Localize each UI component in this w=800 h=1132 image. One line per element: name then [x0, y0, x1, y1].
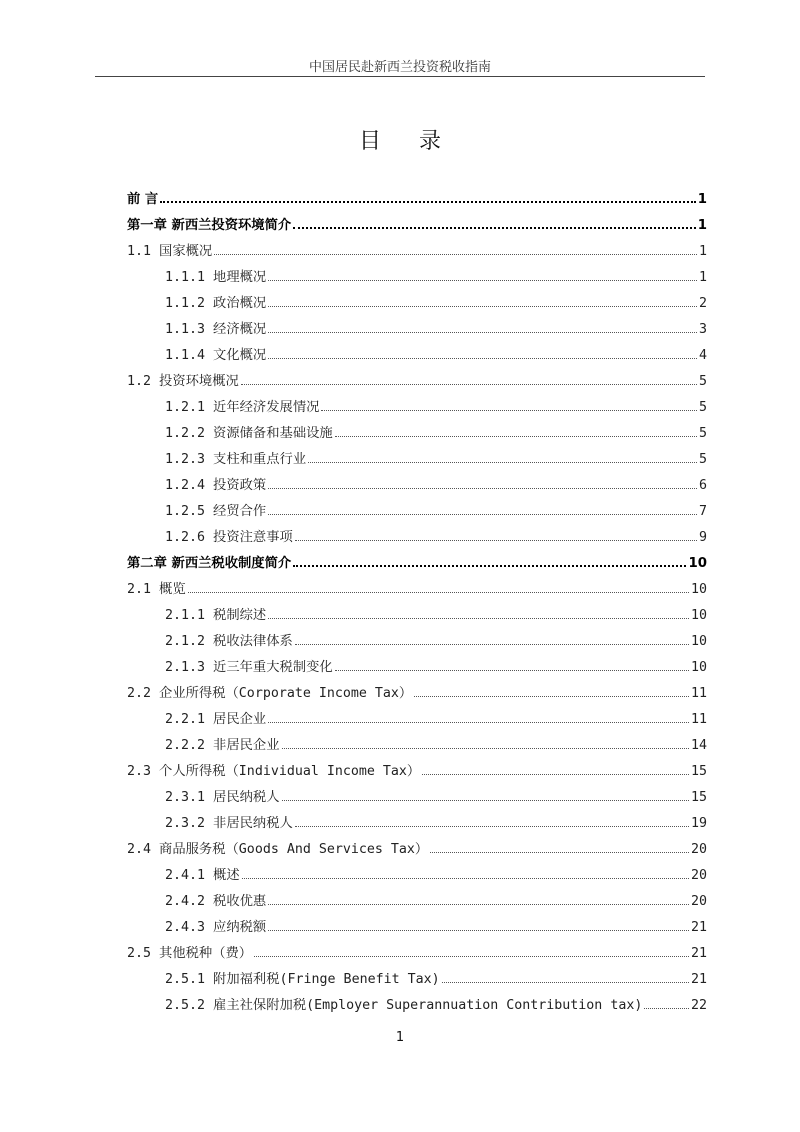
- toc-entry-page: 7: [698, 504, 707, 519]
- toc-entry-page: 5: [698, 452, 707, 467]
- toc-dot-leader: [321, 410, 697, 411]
- toc-entry[interactable]: [127, 682, 707, 708]
- toc-entry[interactable]: [127, 266, 707, 292]
- toc-dot-leader: [644, 1008, 689, 1009]
- toc-entry-title: 2.5.2 雇主社保附加税(Employer Superannuation Contribution tax): [165, 998, 643, 1013]
- toc-dot-leader: [442, 982, 689, 983]
- toc-entry[interactable]: [127, 838, 707, 864]
- toc-entry[interactable]: [127, 474, 707, 500]
- toc-dot-leader: [335, 436, 697, 437]
- toc-entry-page: 20: [690, 894, 707, 909]
- toc-entry[interactable]: [127, 968, 707, 994]
- toc-entry-title: 2.1.1 税制综述: [165, 608, 267, 623]
- toc-entry-page: 11: [690, 712, 707, 727]
- toc-entry-page: 21: [690, 920, 707, 935]
- toc-entry-page: 5: [698, 426, 707, 441]
- toc-entry[interactable]: [127, 890, 707, 916]
- toc-entry-title: 2.3 个人所得税（Individual Income Tax）: [127, 764, 421, 779]
- toc-entry-page: 22: [690, 998, 707, 1013]
- toc-entry[interactable]: [127, 396, 707, 422]
- toc-dot-leader: [430, 852, 689, 853]
- toc-entry-page: 2: [698, 296, 707, 311]
- toc-entry-page: 1: [698, 244, 707, 259]
- toc-dot-leader: [268, 514, 697, 515]
- toc-entry[interactable]: [127, 240, 707, 266]
- toc-dot-leader: [422, 774, 689, 775]
- toc-dot-leader: [268, 332, 697, 333]
- toc-entry[interactable]: [127, 656, 707, 682]
- toc-entry-title: 2.4.3 应纳税额: [165, 920, 267, 935]
- toc-entry-title: 2.3.2 非居民纳税人: [165, 816, 293, 831]
- toc-entry-title: 1.2.4 投资政策: [165, 478, 267, 493]
- toc-entry-title: 2.4.1 概述: [165, 868, 240, 883]
- toc-entry-title: 1.2.6 投资注意事项: [165, 530, 293, 545]
- toc-entry-title: 1.2.5 经贸合作: [165, 504, 267, 519]
- toc-dot-leader: [268, 930, 689, 931]
- toc-entry[interactable]: [127, 942, 707, 968]
- toc-entry[interactable]: [127, 604, 707, 630]
- toc-entry-title: 1.1.1 地理概况: [165, 270, 267, 285]
- toc-dot-leader: [282, 800, 689, 801]
- toc-entry-title: 2.1.2 税收法律体系: [165, 634, 293, 649]
- toc-entry[interactable]: [127, 318, 707, 344]
- toc-entry[interactable]: [127, 916, 707, 942]
- toc-entry-title: 2.4 商品服务税（Goods And Services Tax）: [127, 842, 429, 857]
- toc-dot-leader: [268, 280, 697, 281]
- toc-entry-page: 10: [690, 582, 707, 597]
- toc-entry[interactable]: [127, 734, 707, 760]
- toc-entry-page: 15: [690, 764, 707, 779]
- toc-entry[interactable]: [127, 448, 707, 474]
- toc-entry-title: 1.2.3 支柱和重点行业: [165, 452, 307, 467]
- toc-entry[interactable]: [127, 214, 707, 240]
- toc-dot-leader: [293, 565, 686, 567]
- toc-entry-page: 3: [698, 322, 707, 337]
- toc-entry-page: 1: [697, 192, 707, 207]
- toc-entry[interactable]: [127, 526, 707, 552]
- toc-entry[interactable]: [127, 994, 707, 1020]
- toc-dot-leader: [268, 358, 697, 359]
- toc-dot-leader: [254, 956, 689, 957]
- toc-entry-title: 1.1.2 政治概况: [165, 296, 267, 311]
- header-rule: [95, 76, 705, 77]
- toc-dot-leader: [268, 306, 697, 307]
- toc-entry-title: 1.2.1 近年经济发展情况: [165, 400, 320, 415]
- toc-dot-leader: [414, 696, 689, 697]
- toc-dot-leader: [295, 540, 697, 541]
- toc-dot-leader: [160, 201, 696, 203]
- running-header: 中国居民赴新西兰投资税收指南: [308, 60, 491, 75]
- toc-entry-page: 6: [698, 478, 707, 493]
- toc-entry-page: 1: [698, 270, 707, 285]
- toc-entry-title: 第一章 新西兰投资环境简介: [127, 218, 292, 233]
- toc-entry-title: 1.1 国家概况: [127, 244, 213, 259]
- toc-entry-page: 19: [690, 816, 707, 831]
- toc-entry-page: 20: [690, 868, 707, 883]
- toc-entry-page: 10: [690, 608, 707, 623]
- toc-entry-title: 2.1.3 近三年重大税制变化: [165, 660, 333, 675]
- toc-entry-page: 21: [690, 946, 707, 961]
- toc-entry-title: 第二章 新西兰税收制度简介: [127, 556, 292, 571]
- toc-entry-page: 11: [690, 686, 707, 701]
- toc-dot-leader: [295, 826, 689, 827]
- toc-dot-leader: [188, 592, 689, 593]
- toc-dot-leader: [268, 488, 697, 489]
- toc-entry-page: 10: [688, 556, 707, 571]
- toc-entry[interactable]: [127, 370, 707, 396]
- toc-entry-page: 10: [690, 660, 707, 675]
- toc-entry[interactable]: [127, 500, 707, 526]
- toc-entry-title: 前 言: [127, 192, 159, 207]
- toc-entry[interactable]: [127, 708, 707, 734]
- toc-entry[interactable]: [127, 188, 707, 214]
- toc-entry[interactable]: [127, 630, 707, 656]
- toc-entry-page: 21: [690, 972, 707, 987]
- toc-entry-page: 15: [690, 790, 707, 805]
- toc-entry-title: 2.1 概览: [127, 582, 186, 597]
- toc-entry-title: 2.3.1 居民纳税人: [165, 790, 280, 805]
- toc-entry[interactable]: [127, 864, 707, 890]
- toc-dot-leader: [308, 462, 697, 463]
- toc-dot-leader: [268, 904, 689, 905]
- toc-entry[interactable]: [127, 422, 707, 448]
- toc-entry-page: 10: [690, 634, 707, 649]
- toc-entry-title: 1.1.3 经济概况: [165, 322, 267, 337]
- toc-entry-title: 1.1.4 文化概况: [165, 348, 267, 363]
- toc-entry-title: 2.2 企业所得税（Corporate Income Tax）: [127, 686, 413, 701]
- toc-entry-title: 2.5 其他税种（费）: [127, 946, 253, 961]
- toc-entry-page: 1: [697, 218, 707, 233]
- toc-entry[interactable]: [127, 812, 707, 838]
- toc-dot-leader: [268, 618, 689, 619]
- toc-entry-title: 2.4.2 税收优惠: [165, 894, 267, 909]
- toc-entry-page: 14: [690, 738, 707, 753]
- toc-entry[interactable]: [127, 786, 707, 812]
- toc-entry-title: 2.2.2 非居民企业: [165, 738, 280, 753]
- toc-dot-leader: [282, 748, 689, 749]
- page-number: 1: [395, 1030, 405, 1045]
- toc-dot-leader: [214, 254, 697, 255]
- toc-entry-title: 2.2.1 居民企业: [165, 712, 267, 727]
- toc-entry-page: 9: [698, 530, 707, 545]
- toc-entry-page: 4: [698, 348, 707, 363]
- toc-entry-title: 1.2.2 资源储备和基础设施: [165, 426, 333, 441]
- toc-entry-title: 1.2 投资环境概况: [127, 374, 239, 389]
- table-of-contents: [127, 188, 707, 1020]
- toc-dot-leader: [295, 644, 689, 645]
- toc-dot-leader: [241, 384, 697, 385]
- toc-dot-leader: [335, 670, 689, 671]
- toc-entry-page: 5: [698, 374, 707, 389]
- toc-entry-page: 20: [690, 842, 707, 857]
- toc-entry[interactable]: [127, 292, 707, 318]
- toc-entry[interactable]: [127, 578, 707, 604]
- toc-entry[interactable]: [127, 344, 707, 370]
- toc-dot-leader: [268, 722, 689, 723]
- toc-entry-page: 5: [698, 400, 707, 415]
- toc-entry-title: 2.5.1 附加福利税(Fringe Benefit Tax): [165, 972, 440, 987]
- toc-dot-leader: [293, 227, 696, 229]
- toc-title: 目录: [358, 129, 479, 154]
- toc-entry[interactable]: [127, 760, 707, 786]
- toc-entry[interactable]: [127, 552, 707, 578]
- toc-dot-leader: [242, 878, 689, 879]
